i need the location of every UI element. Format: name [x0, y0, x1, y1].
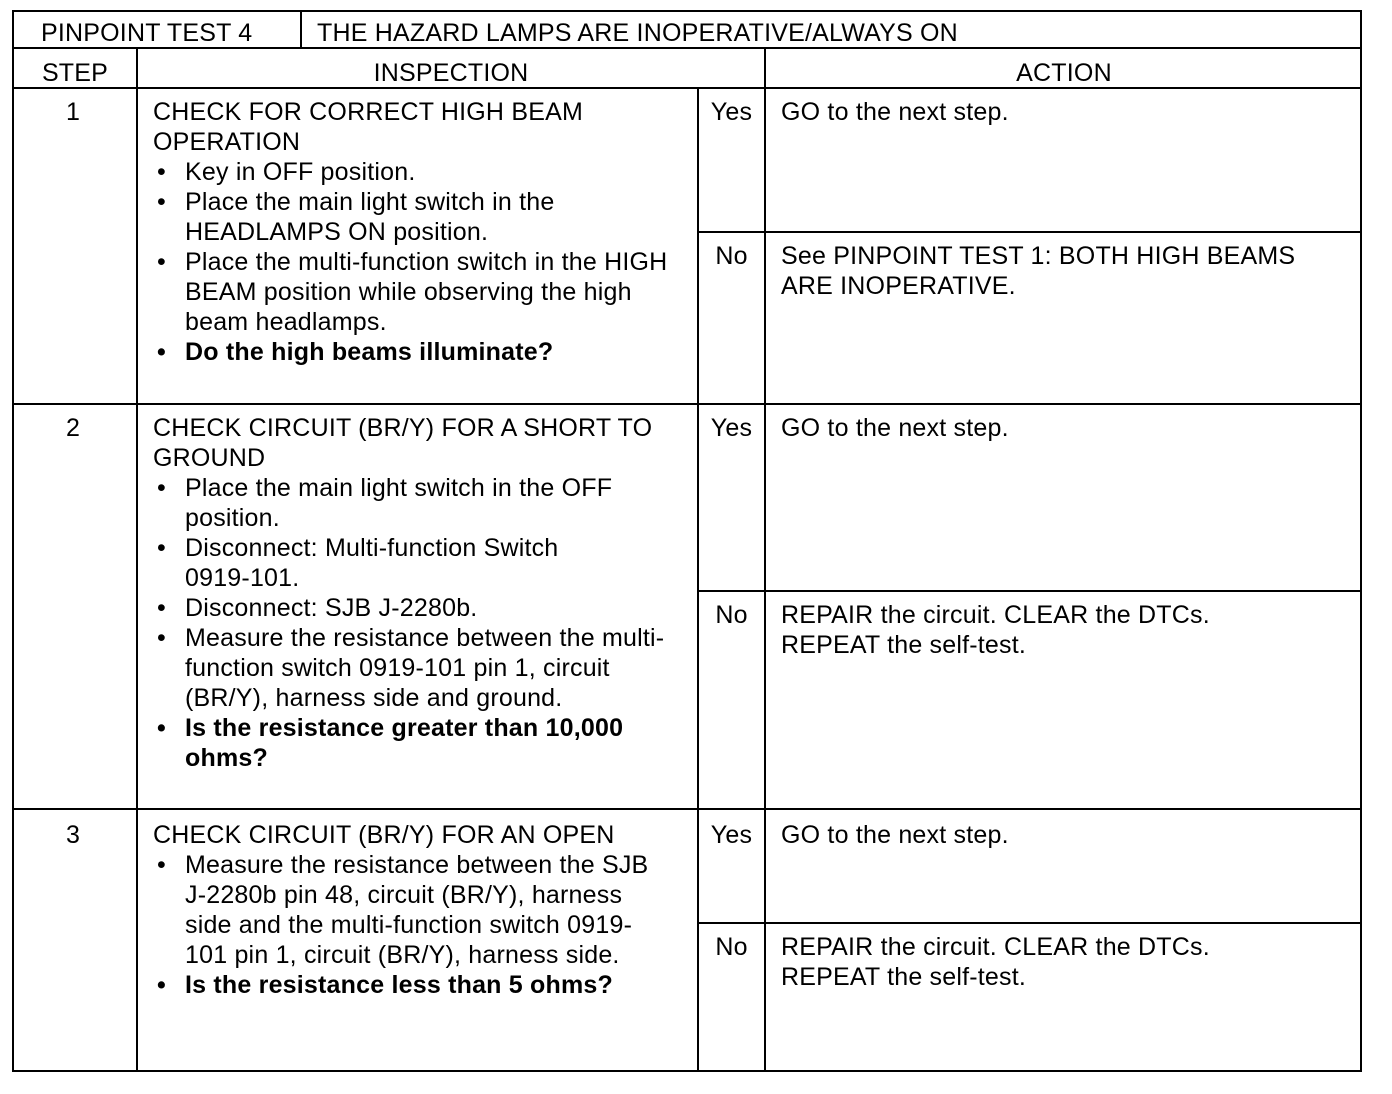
list-item: • Disconnect: Multi-function Switch 0919-101.	[157, 534, 559, 592]
inspection-question: • Is the resistance less than 5 ohms?	[157, 971, 613, 999]
pinpoint-test-table	[12, 10, 1362, 1072]
inspection-bullets	[153, 157, 695, 367]
yes-label: Yes	[710, 414, 753, 442]
inspection-bullets	[153, 473, 683, 773]
yes-action: GO to the next step.	[781, 821, 1009, 849]
divider	[697, 922, 1362, 924]
column-header-action: ACTION	[1016, 59, 1112, 87]
no-action: See PINPOINT TEST 1: BOTH HIGH BEAMS ARE INOPERATIVE.	[781, 242, 1296, 300]
inspection-cell	[153, 820, 695, 1000]
yes-action: GO to the next step.	[781, 98, 1009, 126]
yes-label: Yes	[710, 821, 753, 849]
test-title: THE HAZARD LAMPS ARE INOPERATIVE/ALWAYS ON	[317, 19, 958, 47]
step-number: 1	[65, 98, 81, 126]
step-number: 2	[65, 414, 81, 442]
inspection-title: CHECK FOR CORRECT HIGH BEAM OPERATION	[153, 98, 583, 156]
divider	[14, 87, 1362, 89]
list-item: • Measure the resistance between the SJB J-2280b pin 48, circuit (BR/Y), harness side and the multi-function switch 0919-101 pin 1, circuit (BR/Y), harness side.	[157, 851, 649, 969]
no-label: No	[715, 933, 748, 961]
divider	[697, 88, 699, 1072]
no-action: REPAIR the circuit. CLEAR the DTCs. REPEAT the self-test.	[781, 933, 1210, 991]
no-label: No	[715, 242, 748, 270]
inspection-question: • Is the resistance greater than 10,000 ohms?	[157, 714, 624, 772]
divider	[14, 47, 1362, 49]
inspection-cell	[153, 413, 695, 773]
list-item: • Place the main light switch in the OFF position.	[157, 474, 613, 532]
divider	[697, 231, 1362, 233]
step-number: 3	[65, 821, 81, 849]
inspection-bullets	[153, 850, 653, 1000]
inspection-title: CHECK CIRCUIT (BR/Y) FOR AN OPEN	[153, 821, 615, 849]
column-header-inspection: INSPECTION	[373, 59, 529, 87]
yes-label: Yes	[710, 98, 753, 126]
divider	[697, 590, 1362, 592]
test-label: PINPOINT TEST 4	[41, 19, 253, 47]
divider	[764, 48, 766, 1072]
list-item: • Key in OFF position.	[157, 158, 416, 186]
inspection-cell	[153, 97, 695, 367]
yes-action: GO to the next step.	[781, 414, 1009, 442]
no-label: No	[715, 601, 748, 629]
list-item: • Disconnect: SJB J-2280b.	[157, 594, 478, 622]
no-action: REPAIR the circuit. CLEAR the DTCs. REPEAT the self-test.	[781, 601, 1210, 659]
divider	[136, 48, 138, 1072]
divider	[14, 808, 1362, 810]
list-item: • Measure the resistance between the multi-function switch 0919-101 pin 1, circuit (BR/Y), harness side and ground.	[157, 624, 665, 712]
inspection-question: • Do the high beams illuminate?	[157, 338, 554, 366]
divider	[300, 12, 302, 48]
divider	[14, 403, 1362, 405]
list-item: • Place the multi-function switch in the HIGH BEAM position while observing the high beam headlamps.	[157, 248, 668, 336]
column-header-step: STEP	[41, 59, 109, 87]
inspection-title: CHECK CIRCUIT (BR/Y) FOR A SHORT TO GROUND	[153, 414, 653, 472]
list-item: • Place the main light switch in the HEADLAMPS ON position.	[157, 188, 555, 246]
